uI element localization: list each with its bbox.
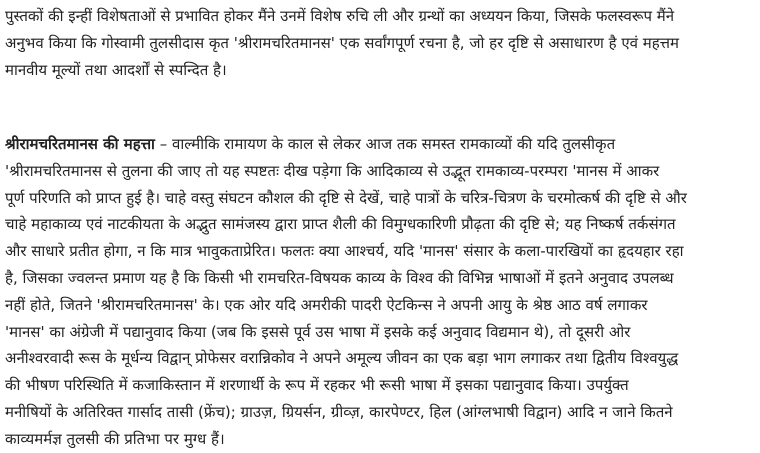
paragraph-first-line: [5, 131, 687, 158]
paragraph-line: की भीषण परिस्थिति में कजाकिस्तान में शरणार्थी के रूप में रहकर भी रूसी भाषा में इसका पद्यानुवाद किया। उपर्युक्त: [5, 376, 629, 395]
paragraph-line: पुस्तकों की इन्हीं विशेषताओं से प्रभावित होकर मैंने उनमें विशेष रुचि ली और ग्रन्थों का अध्ययन किया, जिसके फलस्वरूप मैंने: [5, 7, 675, 25]
paragraph-line: 'श्रीरामचरितमानस से तुलना की जाए तो यह स्पष्टतः दीख पड़ेगा कि आदिकाव्य से उद्भूत रामकाव्य-परम्परा 'मानस में आकर: [5, 161, 660, 180]
paragraph-line: अनीश्वरवादी रूस के मूर्धन्य विद्वान् प्रोफेसर वरान्निकोव ने अपने अमूल्य जीवन का एक बड़ा भाग लगाकर तथा द्वितीय विश्वयुद्ध: [5, 349, 679, 368]
paragraph-line: मनीषियों के अतिरिक्त गार्साद तासी (फ्रेंच); ग्राउज़, ग्रियर्सन, ग्रीव्ज़, कारपेण्टर, हिल (आंग्लभाषी विद्वान) आदि न जाने कितने: [5, 402, 673, 421]
paragraph-line: पूर्ण परिणति को प्राप्त हुई है। चाहे वस्तु संघटन कौशल की दृष्टि से देखें, चाहे पात्रों के चरित्र-चित्रण के चरमोत्कर्ष की दृष्टि से और: [5, 188, 687, 207]
paragraph-line: है, जिसका ज्वलन्त प्रमाण यह है कि किसी भी रामचरित-विषयक काव्य के विश्व की विभिन्न भाषाओं में इतने अनुवाद उपलब्ध: [5, 268, 674, 287]
paragraph-line: नहीं होते, जितने 'श्रीरामचरितमानस' के। एक ओर यदि अमरीकी पादरी ऐटकिन्स ने अपनी आयु के श्रेष्ठ आठ वर्ष लगाकर: [5, 295, 648, 314]
paragraph-line: 'मानस' का अंग्रेजी में पद्यानुवाद किया (जब कि इससे पूर्व उस भाषा में इसके कई अनुवाद विद्यमान थे), तो दूसरी ओर: [5, 322, 631, 341]
section-heading: श्रीरामचरितमानस की महत्ता: [5, 135, 155, 153]
paragraph-line: चाहे महाकाव्य एवं नाटकीयता के अद्भुत सामंजस्य द्वारा प्राप्त शैली की विमुग्धकारिणी प्रौढ़ता की दृष्टि से; यह निष्कर्ष तर्कसंगत: [5, 215, 676, 234]
paragraph-line: और साधारे प्रतीत होगा, न कि मात्र भावुकताप्रेरित। फलतः क्या आश्चर्य, यदि 'मानस' संसार के कला-पारखियों का हृदयहार रहा: [5, 242, 684, 261]
paragraph-line-text: – वाल्मीकि रामायण के काल से लेकर आज तक समस्त रामकाव्यों की यदि तुलसीकृत: [154, 135, 616, 153]
paragraph-line: काव्यमर्मज्ञ तुलसी की प्रतिभा पर मुग्ध हैं।: [5, 429, 225, 448]
paragraph-line: मानवीय मूल्यों तथा आदर्शों से स्पन्दित है।: [5, 60, 227, 79]
paragraph-line: अनुभव किया कि गोस्वामी तुलसीदास कृत 'श्रीरामचरितमानस' एक सर्वांगपूर्ण रचना है, जो हर दृष्टि से असाधारण है एवं महत्तम: [5, 33, 680, 52]
intro-paragraph: [5, 3, 679, 83]
significance-paragraph: [5, 131, 687, 453]
